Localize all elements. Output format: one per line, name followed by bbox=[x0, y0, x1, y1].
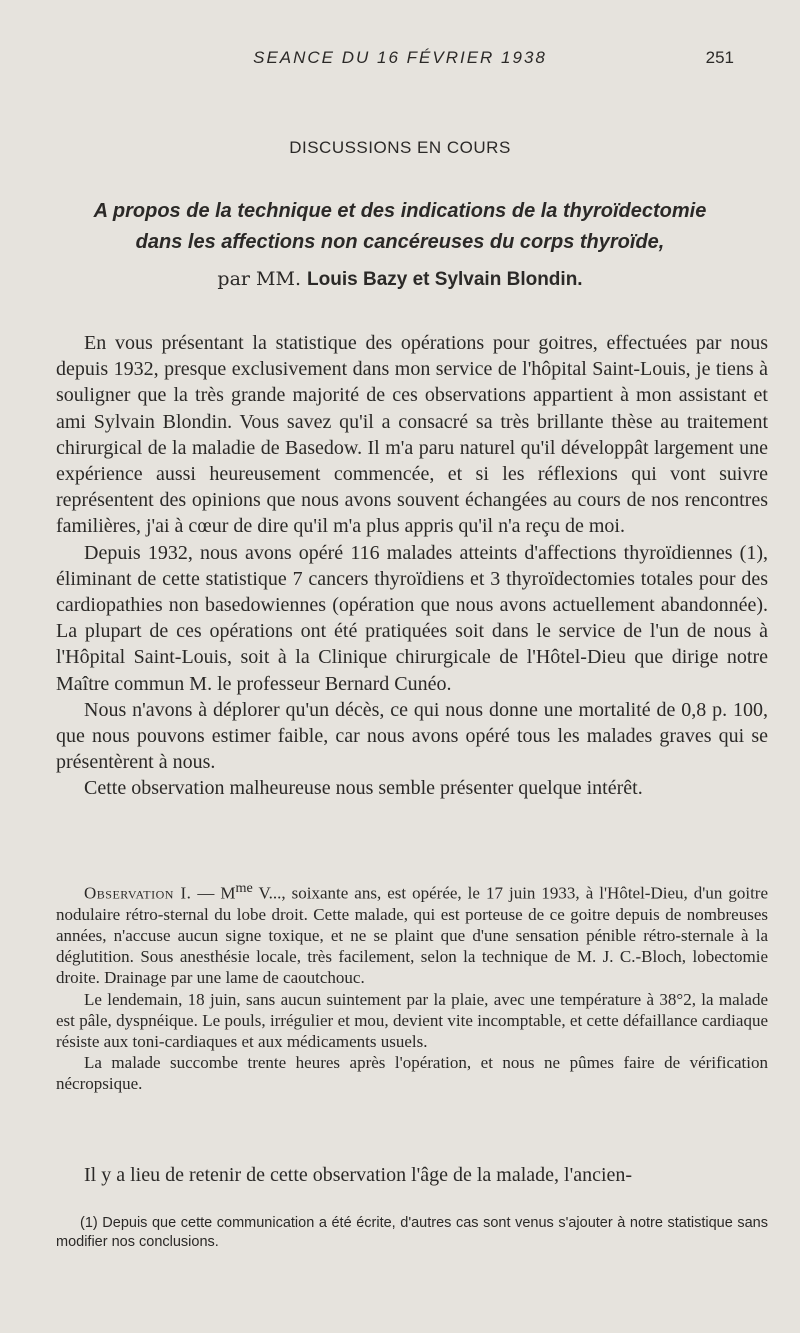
body-paragraph-3: Nous n'avons à déplorer qu'un décès, ce qui nous donne une mortalité de 0,8 p. 100, que nous pouvons estimer faible, car nous avons opéré tous les malades graves qui se présentèrent à nous. bbox=[56, 698, 768, 774]
observation-mme: — M bbox=[197, 883, 236, 903]
observation-paragraph-1 bbox=[56, 878, 768, 989]
section-title: DISCUSSIONS EN COURS bbox=[289, 138, 511, 157]
observation-text: V..., soixante ans, est opérée, le 17 juin 1933, à l'Hôtel-Dieu, d'un goitre nodulaire rétro-sternal du lobe droit. Cette malade, qui est porteuse de ce goitre depuis de nombreuses années, n'accuse aucun signe toxique, et ne se plaint que d'une sensation pénible rétro-sternale à la déglutition. Sous anesthésie locale, très facilement, selon la technique de M. J. C.-Bloch, lobectomie droite. Drainage par une lame de caoutchouc. bbox=[56, 883, 769, 988]
observation-block bbox=[56, 878, 768, 1095]
body-paragraph-1: En vous présentant la statistique des opérations pour goitres, effectuées par nous depuis 1932, presque exclusivement dans mon service de l'hôpital Saint-Louis, je tiens à souligner que la très grande majorité de ces observations appartient à mon assistant et ami Sylvain Blondin. Vous savez qu'il a consacré sa très brillante thèse au traitement chirurgical de la maladie de Basedow. Il m'a paru naturel qu'il développât largement une expérience aussi heureusement commencée, et si les réflexions qui vont suivre représentent des opinions que nous avons souvent échangées au cours de nos rencontres familières, j'ai à cœur de dire qu'il m'a plus appris qu'il n'a reçu de moi. bbox=[56, 332, 768, 538]
running-head: SEANCE DU 16 FÉVRIER 1938 bbox=[253, 48, 547, 67]
article-title-line-1: A propos de la technique et des indications de la thyroïdectomie bbox=[93, 200, 707, 222]
observation-mme-superscript: me bbox=[235, 880, 253, 896]
byline-prefix: par MM. bbox=[217, 268, 301, 290]
body-paragraph-4: Cette observation malheureuse nous semble présenter quelque intérêt. bbox=[84, 777, 643, 800]
page-header bbox=[56, 48, 744, 74]
byline bbox=[0, 268, 800, 291]
body-paragraph-2: Depuis 1932, nous avons opéré 116 malades atteints d'affections thyroïdiennes (1), éliminant de cette statistique 7 cancers thyroïdiens et 3 thyroïdectomies totales pour des cardiopathies non basedowiennes (opération que nous avons actuellement abandonnée). La plupart de ces opérations ont été pratiquées soit dans le service de l'un de nous à l'Hôpital Saint-Louis, soit à la Clinique chirurgicale de l'Hôtel-Dieu que dirige notre Maître commun M. le professeur Bernard Cunéo. bbox=[56, 541, 768, 695]
continuation-line: Il y a lieu de retenir de cette observation l'âge de la malade, l'ancien- bbox=[84, 1164, 633, 1186]
authors: Louis Bazy et Sylvain Blondin. bbox=[307, 269, 583, 290]
article-title bbox=[40, 196, 760, 258]
page-number: 251 bbox=[705, 48, 734, 67]
article-title-line-2: dans les affections non cancéreuses du corps thyroïde, bbox=[135, 231, 665, 253]
observation-paragraph-2: Le lendemain, 18 juin, sans aucun suintement par la plaie, avec une température à 38°2, la malade est pâle, dyspnéique. Le pouls, irrégulier et mou, devient vite incomptable, et cette défaillance cardiaque résiste aux toni-cardiaques et aux médicaments usuels. bbox=[56, 989, 768, 1052]
observation-label: Observation I. bbox=[84, 883, 192, 903]
body-text bbox=[56, 330, 768, 802]
observation-paragraph-3: La malade succombe trente heures après l'opération, et nous ne pûmes faire de vérification nécropsique. bbox=[56, 1053, 768, 1094]
footnote: (1) Depuis que cette communication a été écrite, d'autres cas sont venus s'ajouter à notre statistique sans modifier nos conclusions. bbox=[56, 1215, 768, 1250]
